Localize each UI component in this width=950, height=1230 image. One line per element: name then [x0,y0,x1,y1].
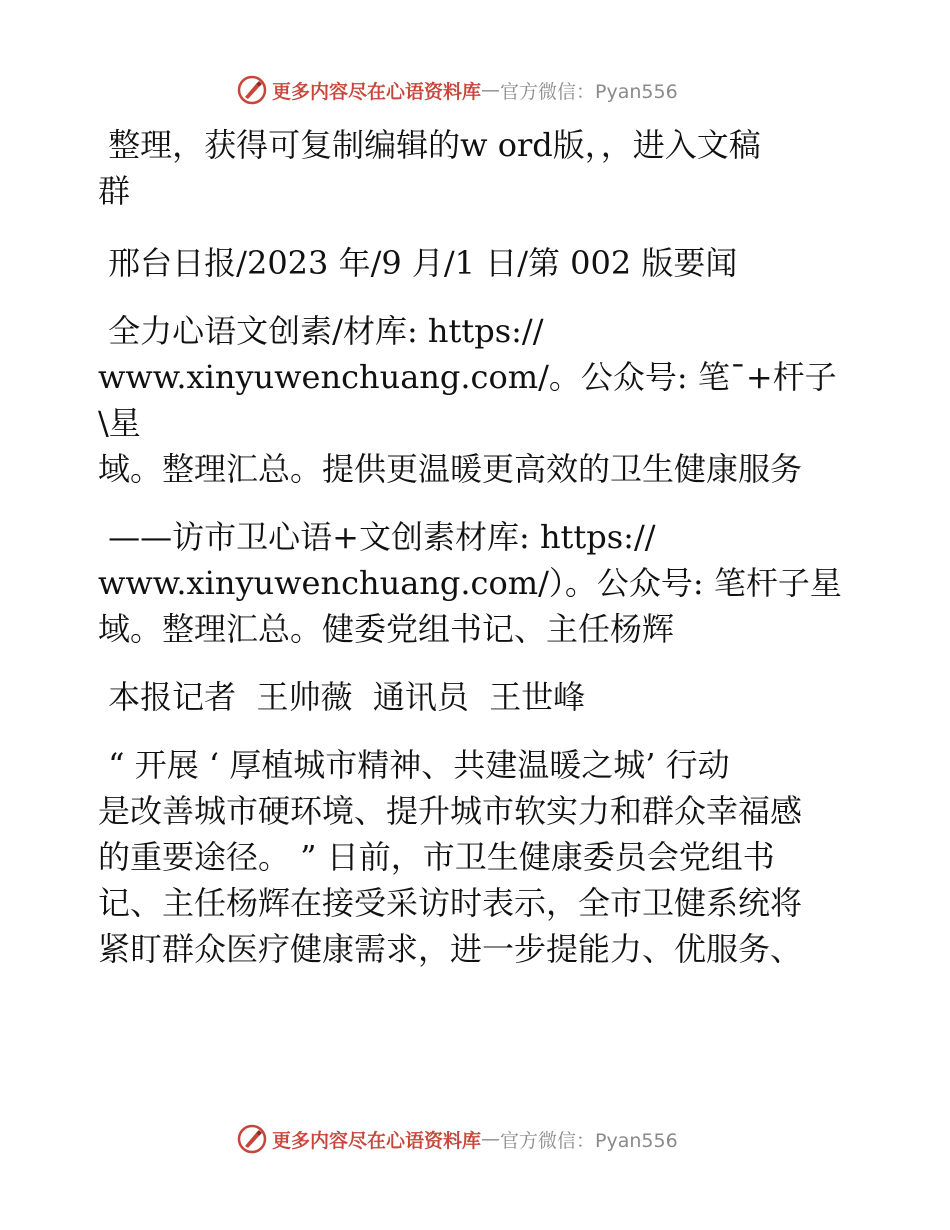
paragraph-byline: 本报记者 王帅薇 通讯员 王世峰 [98,678,586,716]
paragraph-source: 邢台日报/2023 年/9 月/1 日/第 002 版要闻 [98,244,738,282]
paragraph-intro: 整理，获得可复制编辑的w ord版，，进入文稿 群 [98,126,761,210]
header-watermark [236,73,678,107]
pen-circle-logo-icon [236,1123,268,1155]
pen-circle-logo-icon [236,74,268,106]
paragraph-headline: 全力心语文创素/材库: https:// www.xinyuwenchuang.com/。公众号: 笔¯+杆子\星 域。整理汇总。提供更温暖更高效的卫生健康服务 [98,312,837,488]
watermark-main-text: 更多内容尽在心语资料库 [272,80,482,103]
watermark-main-text: 更多内容尽在心语资料库 [272,1129,482,1152]
watermark-wechat-text: 官方微信：Pyan556 [500,1129,678,1152]
paragraph-body: “ 开展 ‘ 厚植城市精神、共建温暖之城’ 行动 是改善城市硬环境、提升城市软实力和群众幸福感 的重要途径。 ” 日前，市卫生健康委员会党组书 记、主任杨辉在接受采访时表示，全市卫健系统将 紧盯群众医疗健康需求，进一步提能力、优服务、 [98,746,803,968]
watermark-separator: — [481,1128,501,1150]
watermark-separator: — [481,79,501,101]
paragraph-subheadline: ——访市卫心语+文创素材库: https:// www.xinyuwenchuang.com/）。公众号: 笔杆子星 域。整理汇总。健委党组书记、主任杨辉 [98,518,842,648]
footer-watermark [236,1122,678,1156]
document-body [98,122,858,972]
watermark-wechat-text: 官方微信：Pyan556 [500,80,678,103]
